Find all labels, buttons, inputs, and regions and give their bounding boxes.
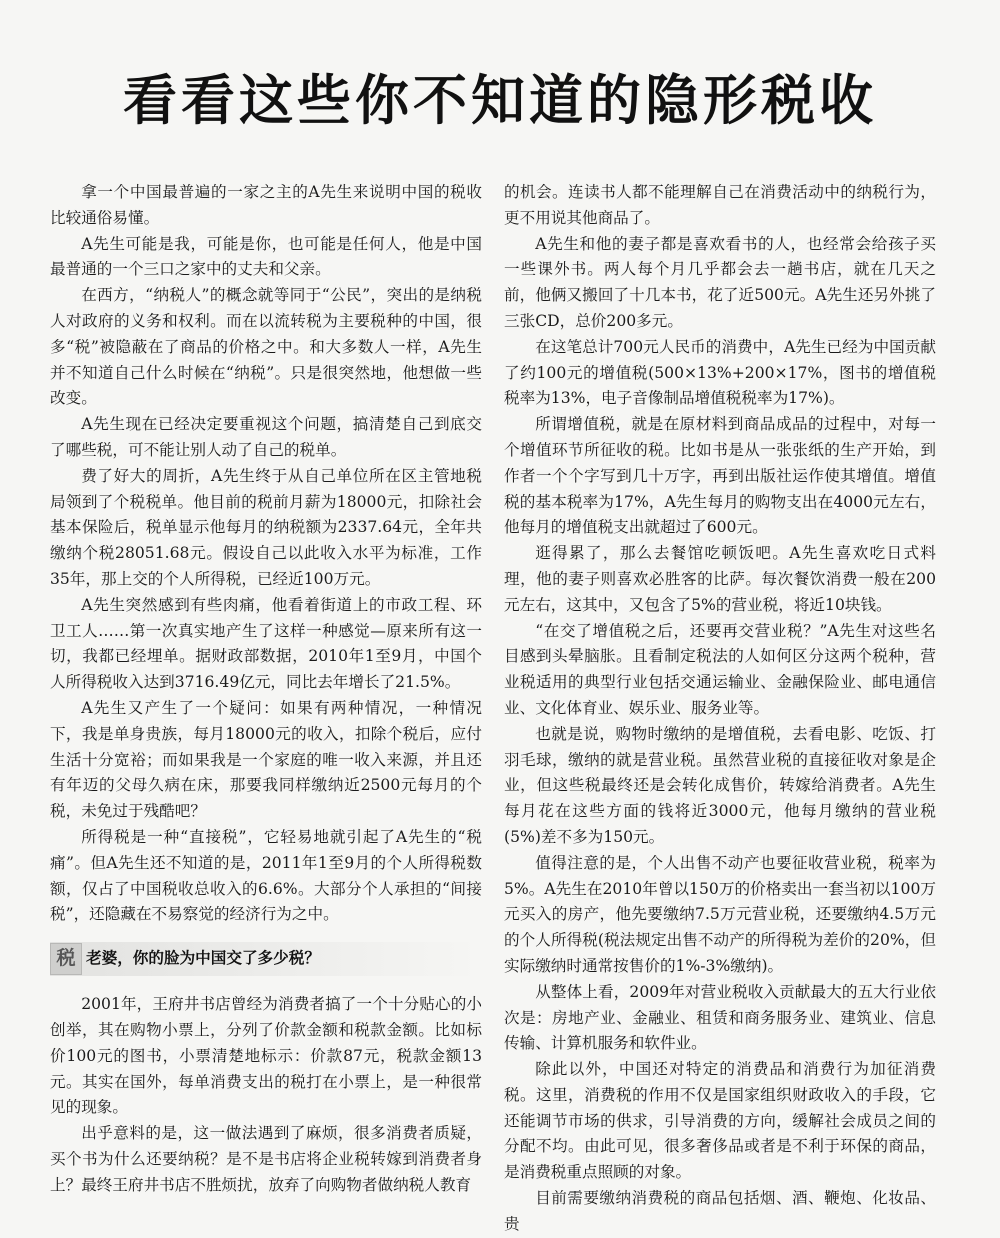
paragraph: 所得税是一种“直接税”，它轻易地就引起了A先生的“税痛”。但A先生还不知道的是，2011年1至9月的个人所得税数额，仅占了中国税收总收入的6.6%。大部分个人承担的“间接税”，还隐藏在不易察觉的经济行为之中。 bbox=[50, 827, 482, 924]
paragraph: “在交了增值税之后，还要再交营业税？”A先生对这些名目感到头晕脑胀。且看制定税法的人如何区分这两个税种，营业税适用的典型行业包括交通运输业、金融保险业、邮电通信业、文化体育业、娱乐业、服务业等。 bbox=[504, 621, 936, 717]
paragraph: A先生又产生了一个疑问：如果有两种情况，一种情况下，我是单身贵族，每月18000元的收入，扣除个税后，应付生活十分宽裕；而如果我是一个家庭的唯一收入来源，并且还有年迈的父母久病在床，那要我同样缴纳近2500元每月的个税，未免过于残酷吧？ bbox=[50, 698, 482, 821]
paragraph: 2001年，王府井书店曾经为消费者搞了一个十分贴心的小创举，其在购物小票上，分列了价款金额和税款金额。比如标价100元的图书，小票清楚地标示：价款87元，税款金额13元。其实在国外，每单消费支出的税打在小票上，是一种很常见的现象。 bbox=[50, 995, 482, 1117]
paragraph: 也就是说，购物时缴纳的是增值税，去看电影、吃饭、打羽毛球，缴纳的就是营业税。虽然营业税的直接征收对象是企业，但这些税最终还是会转化成售价，转嫁给消费者。A先生每月花在这些方面的钱将近3000元，他每月缴纳的营业税(5%)差不多为150元。 bbox=[504, 724, 936, 846]
paragraph-continuation: 的机会。连读书人都不能理解自己在消费活动中的纳税行为，更不用说其他商品了。 bbox=[504, 183, 936, 227]
paragraph: 除此以外，中国还对特定的消费品和消费行为加征消费税。这里，消费税的作用不仅是国家组织财政收入的手段，它还能调节市场的供求，引导消费的方向，缓解社会成员之间的分配不均。由此可见，很多奢侈品或者是不利于环保的商品，是消费税重点照顾的对象。 bbox=[504, 1060, 936, 1182]
paragraph: A先生突然感到有些肉痛，他看着街道上的市政工程、环卫工人……第一次真实地产生了这样一种感觉—原来所有这一切，我都已经埋单。据财政部数据，2010年1至9月，中国个人所得税收入达到3716.49亿元，同比去年增长了21.5%。 bbox=[50, 595, 482, 692]
paragraph: 逛得累了，那么去餐馆吃顿饭吧。A先生喜欢吃日式料理，他的妻子则喜欢必胜客的比萨。每次餐饮消费一般在200元左右，这其中，又包含了5%的营业税，将近10块钱。 bbox=[504, 544, 936, 614]
page-title: 看看这些你不知道的隐形税收 bbox=[123, 69, 877, 132]
paragraph: 所谓增值税，就是在原材料到商品成品的过程中，对每一个增值环节所征收的税。比如书是从一张张纸的生产开始，到作者一个个字写到几十万字，再到出版社运作使其增值。增值税的基本税率为17%，A先生每月的购物支出在4000元左右，他每月的增值税支出就超过了600元。 bbox=[504, 415, 936, 537]
right-column bbox=[504, 180, 936, 1238]
paragraph: 在西方，“纳税人”的概念就等同于“公民”，突出的是纳税人对政府的义务和权利。而在以流转税为主要税种的中国，很多“税”被隐蔽在了商品的价格之中。和大多数人一样，A先生并不知道自己什么时候在“纳税”。只是很突然地，他想做一些改变。 bbox=[50, 286, 482, 408]
section-heading bbox=[50, 942, 482, 976]
paragraph: 目前需要缴纳消费税的商品包括烟、酒、鞭炮、化妆品、贵 bbox=[504, 1189, 936, 1233]
tax-character-icon: 税 bbox=[50, 943, 82, 975]
section-heading-text: 老婆，你的脸为中国交了多少税？ bbox=[86, 949, 320, 968]
paragraph: A先生和他的妻子都是喜欢看书的人，也经常会给孩子买一些课外书。两人每个月几乎都会去一趟书店，就在几天之前，他俩又搬回了十几本书，花了近500元。A先生还另外挑了三张CD，总价200多元。 bbox=[504, 234, 936, 330]
paragraph: 拿一个中国最普遍的一家之主的A先生来说明中国的税收比较通俗易懂。 bbox=[50, 183, 482, 227]
paragraph: 费了好大的周折，A先生终于从自己单位所在区主管地税局领到了个税税单。他目前的税前月薪为18000元，扣除社会基本保险后，税单显示他每月的纳税额为2337.64元，全年共缴纳个税28051.68元。假设自己以此收入水平为标准，工作35年，那上交的个人所得税，已经近100万元。 bbox=[50, 466, 482, 588]
paragraph: 出乎意料的是，这一做法遇到了麻烦，很多消费者质疑，买个书为什么还要纳税？是不是书店将企业税转嫁到消费者身上？最终王府井书店不胜烦扰，放弃了向购物者做纳税人教育 bbox=[50, 1124, 482, 1194]
left-column bbox=[50, 180, 482, 1198]
paragraph: 值得注意的是，个人出售不动产也要征收营业税，税率为5%。A先生在2010年曾以150万的价格卖出一套当初以100万元买入的房产，他先要缴纳7.5万元营业税，还要缴纳4.5万元的个人所得税(税法规定出售不动产的所得税为差价的20%，但实际缴纳时通常按售价的1%-3%缴纳)。 bbox=[504, 853, 936, 975]
paragraph: A先生现在已经决定要重视这个问题，搞清楚自己到底交了哪些税，可不能让别人动了自己的税单。 bbox=[50, 415, 482, 459]
paragraph: 从整体上看，2009年对营业税收入贡献最大的五大行业依次是：房地产业、金融业、租赁和商务服务业、建筑业、信息传输、计算机服务和软件业。 bbox=[504, 982, 936, 1053]
paragraph: A先生可能是我，可能是你，也可能是任何人，他是中国最普通的一个三口之家中的丈夫和父亲。 bbox=[50, 234, 482, 279]
paragraph: 在这笔总计700元人民币的消费中，A先生已经为中国贡献了约100元的增值税(500×13%+200×17%，图书的增值税税率为13%，电子音像制品增值税税率为17%)。 bbox=[504, 337, 936, 408]
